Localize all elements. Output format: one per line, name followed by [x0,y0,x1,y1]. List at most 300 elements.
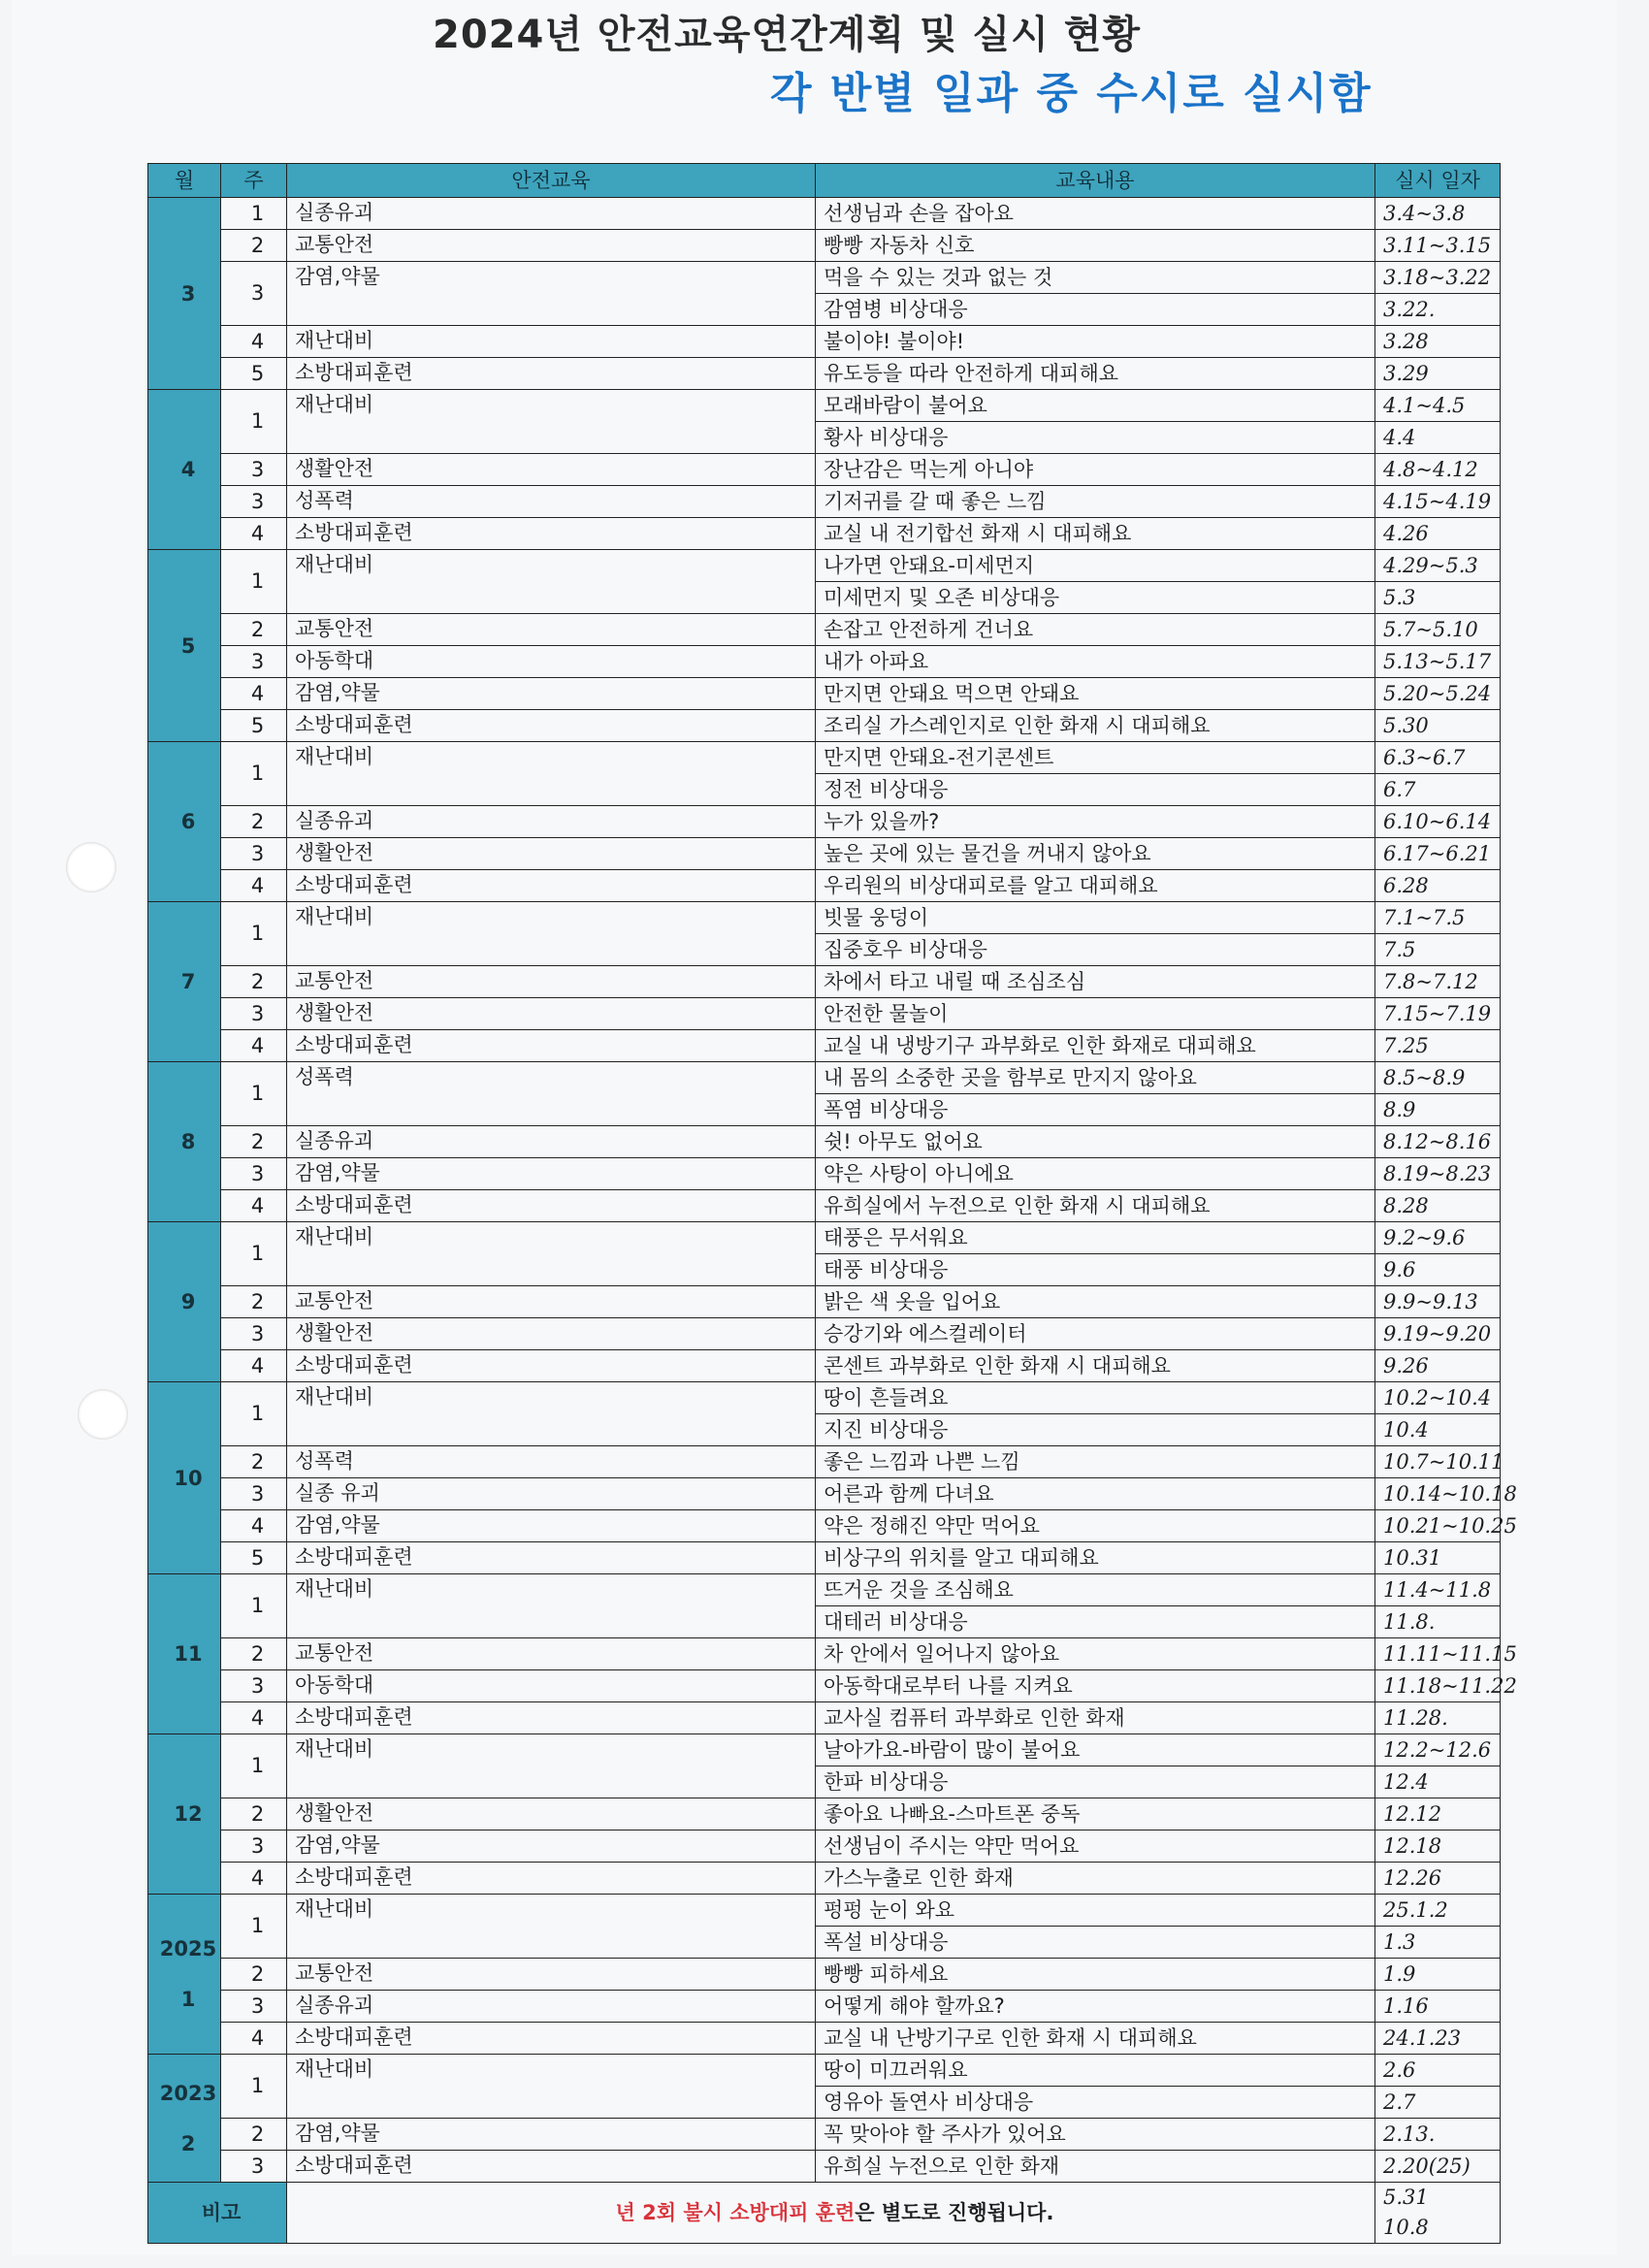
table-row [148,358,1501,390]
date-cell: 11.11~11.15 [1375,1638,1501,1670]
content-cell: 땅이 미끄러워요 [816,2055,1375,2087]
punch-hole-bottom [78,1389,128,1440]
topic-cell: 재난대비 [287,2055,816,2119]
table-row [148,742,1501,774]
content-cell: 승강기와 에스컬레이터 [816,1318,1375,1350]
content-cell: 높은 곳에 있는 물건을 꺼내지 않아요 [816,838,1375,870]
table-row [148,1670,1501,1702]
table-row [148,390,1501,422]
content-cell: 조리실 가스레인지로 인한 화재 시 대피해요 [816,710,1375,742]
content-cell: 영유아 돌연사 비상대응 [816,2087,1375,2119]
table-row [148,1638,1501,1670]
table-row [148,1062,1501,1094]
content-cell: 누가 있을까? [816,806,1375,838]
note-text-rest: 은 별도로 진행됩니다. [855,2200,1054,2224]
content-cell: 차에서 타고 내릴 때 조심조심 [816,966,1375,998]
table-row [148,1446,1501,1478]
table-row [148,1222,1501,1254]
table-row [148,550,1501,582]
content-cell: 선생님과 손을 잡아요 [816,198,1375,230]
week-cell: 2 [221,1959,287,1991]
content-cell: 아동학대로부터 나를 지켜요 [816,1670,1375,1702]
content-cell: 대테러 비상대응 [816,1606,1375,1638]
month-cell: 2025 1 [148,1895,221,2055]
content-cell: 펑펑 눈이 와요 [816,1895,1375,1927]
table-row [148,1959,1501,1991]
content-cell: 불이야! 불이야! [816,326,1375,358]
table-row [148,966,1501,998]
topic-cell: 소방대피훈련 [287,1863,816,1895]
date-cell: 5.3 [1375,582,1501,614]
content-cell: 유희실에서 누전으로 인한 화재 시 대피해요 [816,1190,1375,1222]
date-cell: 10.4 [1375,1414,1501,1446]
date-cell: 10.7~10.11 [1375,1446,1501,1478]
date-cell: 3.22. [1375,294,1501,326]
topic-cell: 재난대비 [287,1574,816,1638]
content-cell: 교실 내 냉방기구 과부화로 인한 화재로 대피해요 [816,1030,1375,1062]
content-cell: 뜨거운 것을 조심해요 [816,1574,1375,1606]
week-cell: 1 [221,1382,287,1446]
date-cell: 8.28 [1375,1190,1501,1222]
week-cell: 2 [221,966,287,998]
date-cell: 4.15~4.19 [1375,486,1501,518]
table-row [148,1895,1501,1927]
content-cell: 쉿! 아무도 없어요 [816,1126,1375,1158]
month-cell: 2023 2 [148,2055,221,2183]
date-cell: 4.8~4.12 [1375,454,1501,486]
table-row [148,998,1501,1030]
note-text [287,2183,1375,2244]
table-row [148,262,1501,294]
date-cell: 2.13. [1375,2119,1501,2151]
topic-cell: 생활안전 [287,998,816,1030]
header-date: 실시 일자 [1375,164,1501,198]
week-cell: 4 [221,1190,287,1222]
table-row [148,1542,1501,1574]
week-cell: 5 [221,1542,287,1574]
date-cell: 12.18 [1375,1831,1501,1863]
date-cell: 11.18~11.22 [1375,1670,1501,1702]
topic-cell: 감염,약물 [287,1831,816,1863]
table-row [148,1030,1501,1062]
week-cell: 2 [221,806,287,838]
topic-cell: 교통안전 [287,1959,816,1991]
week-cell: 3 [221,646,287,678]
week-cell: 5 [221,710,287,742]
topic-cell: 감염,약물 [287,1510,816,1542]
date-cell: 1.3 [1375,1927,1501,1959]
date-cell: 11.28. [1375,1702,1501,1734]
week-cell: 4 [221,2023,287,2055]
content-cell: 교사실 컴퓨터 과부화로 인한 화재 [816,1702,1375,1734]
content-cell: 빗물 웅덩이 [816,902,1375,934]
content-cell: 약은 정해진 약만 먹어요 [816,1510,1375,1542]
month-cell: 3 [148,198,221,390]
topic-cell: 소방대피훈련 [287,2151,816,2183]
date-cell: 10.2~10.4 [1375,1382,1501,1414]
date-cell: 6.3~6.7 [1375,742,1501,774]
header-week: 주 [221,164,287,198]
date-cell: 7.8~7.12 [1375,966,1501,998]
note-date-2: 10.8 [1383,2216,1429,2239]
week-cell: 4 [221,678,287,710]
content-cell: 감염병 비상대응 [816,294,1375,326]
content-cell: 내가 아파요 [816,646,1375,678]
topic-cell: 소방대피훈련 [287,1702,816,1734]
topic-cell: 소방대피훈련 [287,1542,816,1574]
week-cell: 2 [221,230,287,262]
date-cell: 7.1~7.5 [1375,902,1501,934]
date-cell: 3.4~3.8 [1375,198,1501,230]
week-cell: 4 [221,1863,287,1895]
content-cell: 모래바람이 불어요 [816,390,1375,422]
week-cell: 1 [221,1895,287,1959]
date-cell: 6.10~6.14 [1375,806,1501,838]
topic-cell: 교통안전 [287,1638,816,1670]
topic-cell: 소방대피훈련 [287,1190,816,1222]
week-cell: 4 [221,1510,287,1542]
date-cell: 7.25 [1375,1030,1501,1062]
date-cell: 9.9~9.13 [1375,1286,1501,1318]
topic-cell: 소방대피훈련 [287,518,816,550]
table-row [148,326,1501,358]
table-row [148,838,1501,870]
topic-cell: 교통안전 [287,1286,816,1318]
table-header-row [148,164,1501,198]
topic-cell: 성폭력 [287,1062,816,1126]
page-title: 2024년 안전교육연간계획 및 실시 현황 [433,13,1141,57]
note-dates [1375,2183,1501,2244]
topic-cell: 아동학대 [287,1670,816,1702]
topic-cell: 재난대비 [287,1382,816,1446]
week-cell: 4 [221,326,287,358]
date-cell: 12.4 [1375,1766,1501,1798]
content-cell: 가스누출로 인한 화재 [816,1863,1375,1895]
table-row [148,518,1501,550]
content-cell: 내 몸의 소중한 곳을 함부로 만지지 않아요 [816,1062,1375,1094]
topic-cell: 교통안전 [287,966,816,998]
month-cell: 5 [148,550,221,742]
content-cell: 한파 비상대응 [816,1766,1375,1798]
week-cell: 3 [221,838,287,870]
topic-cell: 감염,약물 [287,1158,816,1190]
table-row [148,2151,1501,2183]
date-cell: 2.20(25) [1375,2151,1501,2183]
date-cell: 2.7 [1375,2087,1501,2119]
topic-cell: 실종유괴 [287,198,816,230]
topic-cell: 교통안전 [287,614,816,646]
week-cell: 2 [221,1126,287,1158]
topic-cell: 소방대피훈련 [287,1030,816,1062]
content-cell: 미세먼지 및 오존 비상대응 [816,582,1375,614]
page-subtitle: 각 반별 일과 중 수시로 실시함 [770,69,1373,118]
week-cell: 3 [221,1478,287,1510]
content-cell: 비상구의 위치를 알고 대피해요 [816,1542,1375,1574]
content-cell: 태풍 비상대응 [816,1254,1375,1286]
content-cell: 안전한 물놀이 [816,998,1375,1030]
week-cell: 1 [221,1062,287,1126]
date-cell: 3.29 [1375,358,1501,390]
topic-cell: 실종유괴 [287,1126,816,1158]
topic-cell: 재난대비 [287,326,816,358]
table-row [148,486,1501,518]
date-cell: 12.12 [1375,1798,1501,1831]
table-row [148,1158,1501,1190]
month-cell: 12 [148,1734,221,1895]
content-cell: 지진 비상대응 [816,1414,1375,1446]
topic-cell: 재난대비 [287,1895,816,1959]
content-cell: 황사 비상대응 [816,422,1375,454]
topic-cell: 실종유괴 [287,1991,816,2023]
content-cell: 만지면 안돼요-전기콘센트 [816,742,1375,774]
date-cell: 6.17~6.21 [1375,838,1501,870]
topic-cell: 감염,약물 [287,262,816,326]
note-label: 비고 [148,2183,287,2244]
note-date-1: 5.31 [1383,2186,1429,2209]
content-cell: 콘센트 과부화로 인한 화재 시 대피해요 [816,1350,1375,1382]
content-cell: 우리원의 비상대피로를 알고 대피해요 [816,870,1375,902]
header-month: 월 [148,164,221,198]
topic-cell: 감염,약물 [287,2119,816,2151]
date-cell: 7.15~7.19 [1375,998,1501,1030]
table-row [148,1734,1501,1766]
content-cell: 빵빵 피하세요 [816,1959,1375,1991]
week-cell: 1 [221,1574,287,1638]
table-row [148,1350,1501,1382]
topic-cell: 성폭력 [287,1446,816,1478]
topic-cell: 소방대피훈련 [287,1350,816,1382]
topic-cell: 생활안전 [287,1798,816,1831]
table-row [148,198,1501,230]
date-cell: 7.5 [1375,934,1501,966]
table-row [148,1991,1501,2023]
week-cell: 3 [221,1831,287,1863]
table-row [148,2055,1501,2087]
week-cell: 3 [221,1318,287,1350]
table-row [148,646,1501,678]
topic-cell: 성폭력 [287,486,816,518]
note-text-highlight: 년 2회 불시 소방대피 훈련 [615,2200,856,2224]
month-cell: 9 [148,1222,221,1382]
date-cell: 9.6 [1375,1254,1501,1286]
topic-cell: 소방대피훈련 [287,870,816,902]
week-cell: 4 [221,518,287,550]
date-cell: 12.2~12.6 [1375,1734,1501,1766]
date-cell: 1.9 [1375,1959,1501,1991]
week-cell: 1 [221,390,287,454]
table-row [148,1702,1501,1734]
topic-cell: 생활안전 [287,454,816,486]
table-row [148,1286,1501,1318]
content-cell: 차 안에서 일어나지 않아요 [816,1638,1375,1670]
month-cell: 8 [148,1062,221,1222]
topic-cell: 재난대비 [287,1734,816,1798]
date-cell: 4.4 [1375,422,1501,454]
content-cell: 땅이 흔들려요 [816,1382,1375,1414]
date-cell: 5.30 [1375,710,1501,742]
table-row [148,806,1501,838]
week-cell: 3 [221,262,287,326]
topic-cell: 교통안전 [287,230,816,262]
table-row [148,1190,1501,1222]
week-cell: 3 [221,486,287,518]
date-cell: 5.7~5.10 [1375,614,1501,646]
table-row [148,1126,1501,1158]
month-cell: 11 [148,1574,221,1734]
topic-cell: 소방대피훈련 [287,358,816,390]
topic-cell: 실종유괴 [287,806,816,838]
week-cell: 4 [221,1350,287,1382]
week-cell: 1 [221,1222,287,1286]
date-cell: 25.1.2 [1375,1895,1501,1927]
content-cell: 꼭 맞아야 할 주사가 있어요 [816,2119,1375,2151]
week-cell: 2 [221,1286,287,1318]
week-cell: 3 [221,2151,287,2183]
content-cell: 약은 사탕이 아니에요 [816,1158,1375,1190]
week-cell: 2 [221,1798,287,1831]
date-cell: 1.16 [1375,1991,1501,2023]
content-cell: 폭염 비상대응 [816,1094,1375,1126]
content-cell: 유도등을 따라 안전하게 대피해요 [816,358,1375,390]
content-cell: 어떻게 해야 할까요? [816,1991,1375,2023]
content-cell: 날아가요-바람이 많이 불어요 [816,1734,1375,1766]
header-topic: 안전교육 [287,164,816,198]
date-cell: 11.8. [1375,1606,1501,1638]
topic-cell: 재난대비 [287,742,816,806]
content-cell: 빵빵 자동차 신호 [816,230,1375,262]
topic-cell: 재난대비 [287,390,816,454]
week-cell: 2 [221,1446,287,1478]
note-row [148,2183,1501,2244]
date-cell: 10.31 [1375,1542,1501,1574]
content-cell: 장난감은 먹는게 아니야 [816,454,1375,486]
topic-cell: 생활안전 [287,838,816,870]
topic-cell: 재난대비 [287,902,816,966]
content-cell: 태풍은 무서워요 [816,1222,1375,1254]
week-cell: 3 [221,1158,287,1190]
month-cell: 4 [148,390,221,550]
date-cell: 4.29~5.3 [1375,550,1501,582]
table-row [148,1863,1501,1895]
table-row [148,1478,1501,1510]
date-cell: 5.13~5.17 [1375,646,1501,678]
week-cell: 1 [221,1734,287,1798]
content-cell: 선생님이 주시는 약만 먹어요 [816,1831,1375,1863]
date-cell: 6.7 [1375,774,1501,806]
header-content: 교육내용 [816,164,1375,198]
table-row [148,2119,1501,2151]
content-cell: 밝은 색 옷을 입어요 [816,1286,1375,1318]
topic-cell: 재난대비 [287,550,816,614]
week-cell: 2 [221,2119,287,2151]
content-cell: 유희실 누전으로 인한 화재 [816,2151,1375,2183]
date-cell: 8.9 [1375,1094,1501,1126]
week-cell: 4 [221,870,287,902]
week-cell: 5 [221,358,287,390]
week-cell: 3 [221,1670,287,1702]
topic-cell: 소방대피훈련 [287,2023,816,2055]
week-cell: 3 [221,998,287,1030]
table-row [148,2023,1501,2055]
week-cell: 4 [221,1702,287,1734]
date-cell: 9.2~9.6 [1375,1222,1501,1254]
content-cell: 정전 비상대응 [816,774,1375,806]
date-cell: 5.20~5.24 [1375,678,1501,710]
table-row [148,1510,1501,1542]
week-cell: 1 [221,550,287,614]
table-row [148,710,1501,742]
date-cell: 4.26 [1375,518,1501,550]
week-cell: 3 [221,1991,287,2023]
table-row [148,1318,1501,1350]
week-cell: 1 [221,742,287,806]
date-cell: 6.28 [1375,870,1501,902]
topic-cell: 생활안전 [287,1318,816,1350]
month-cell: 6 [148,742,221,902]
topic-cell: 감염,약물 [287,678,816,710]
date-cell: 3.11~3.15 [1375,230,1501,262]
content-cell: 먹을 수 있는 것과 없는 것 [816,262,1375,294]
week-cell: 2 [221,614,287,646]
date-cell: 8.5~8.9 [1375,1062,1501,1094]
date-cell: 3.18~3.22 [1375,262,1501,294]
month-cell: 10 [148,1382,221,1574]
punch-hole-top [66,842,116,892]
table-row [148,454,1501,486]
date-cell: 4.1~4.5 [1375,390,1501,422]
content-cell: 기저귀를 갈 때 좋은 느낌 [816,486,1375,518]
week-cell: 1 [221,198,287,230]
month-cell: 7 [148,902,221,1062]
content-cell: 좋은 느낌과 나쁜 느낌 [816,1446,1375,1478]
topic-cell: 소방대피훈련 [287,710,816,742]
date-cell: 12.26 [1375,1863,1501,1895]
week-cell: 3 [221,454,287,486]
table-row [148,614,1501,646]
topic-cell: 실종 유괴 [287,1478,816,1510]
content-cell: 좋아요 나빠요-스마트폰 중독 [816,1798,1375,1831]
date-cell: 11.4~11.8 [1375,1574,1501,1606]
table-row [148,230,1501,262]
week-cell: 4 [221,1030,287,1062]
table-row [148,870,1501,902]
content-cell: 교실 내 난방기구로 인한 화재 시 대피해요 [816,2023,1375,2055]
content-cell: 폭설 비상대응 [816,1927,1375,1959]
week-cell: 1 [221,902,287,966]
safety-education-table [147,163,1517,2244]
date-cell: 10.21~10.25 [1375,1510,1501,1542]
date-cell: 3.28 [1375,326,1501,358]
table-row [148,1798,1501,1831]
topic-cell: 아동학대 [287,646,816,678]
table-row [148,678,1501,710]
table-row [148,1574,1501,1606]
date-cell: 2.6 [1375,2055,1501,2087]
date-cell: 8.12~8.16 [1375,1126,1501,1158]
content-cell: 손잡고 안전하게 건너요 [816,614,1375,646]
date-cell: 9.26 [1375,1350,1501,1382]
content-cell: 집중호우 비상대응 [816,934,1375,966]
content-cell: 교실 내 전기합선 화재 시 대피해요 [816,518,1375,550]
content-cell: 어른과 함께 다녀요 [816,1478,1375,1510]
document-sheet [12,0,1617,2255]
date-cell: 8.19~8.23 [1375,1158,1501,1190]
date-cell: 10.14~10.18 [1375,1478,1501,1510]
table-body [148,198,1517,2183]
date-cell: 24.1.23 [1375,2023,1501,2055]
content-cell: 나가면 안돼요-미세먼지 [816,550,1375,582]
table-row [148,1831,1501,1863]
